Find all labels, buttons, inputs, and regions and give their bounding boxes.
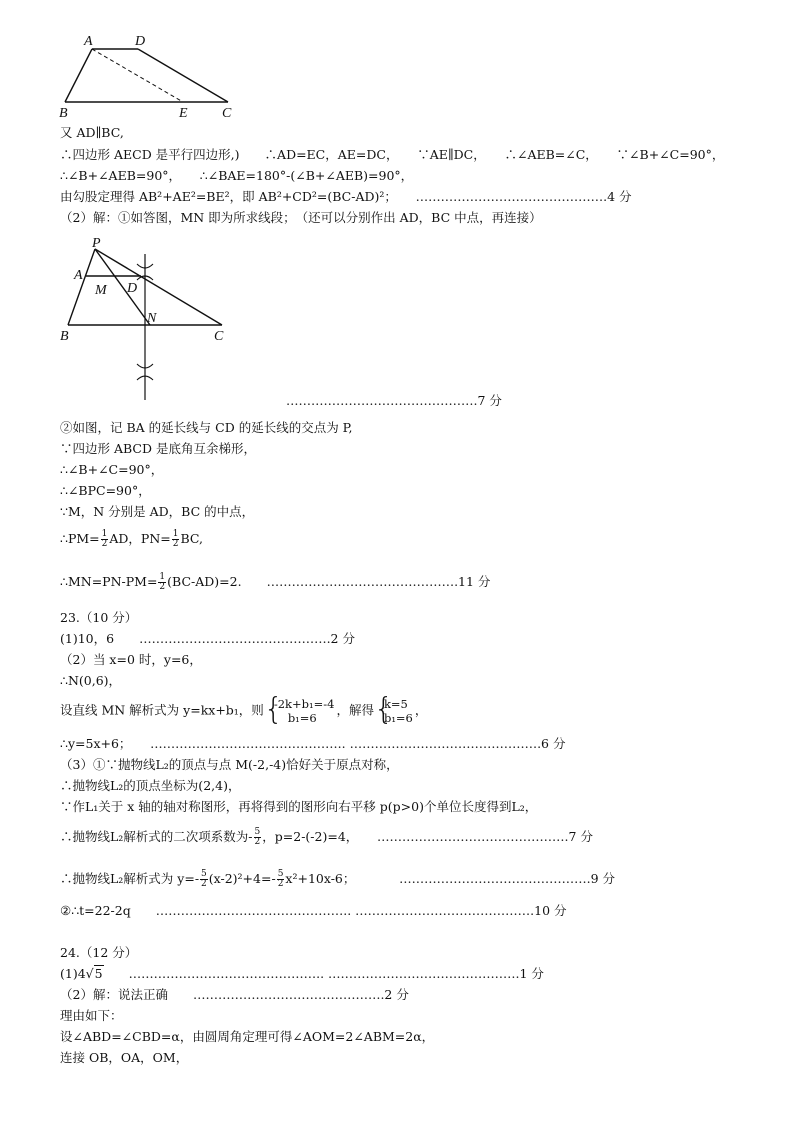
fraction-denominator: 2 xyxy=(172,539,179,549)
text-line xyxy=(60,828,593,847)
label-d: D xyxy=(127,281,138,296)
label-c: C xyxy=(214,329,224,344)
text-line: （2）解：说法正确 ……………………………………….2 分 xyxy=(60,987,409,1002)
label-b: B xyxy=(60,329,69,344)
system-row: b₁=6 xyxy=(287,711,317,725)
label-n: N xyxy=(147,311,157,326)
text-line: 又 AD∥BC, xyxy=(60,125,124,140)
text-segment: ∴MN=PN-PM= xyxy=(60,574,158,589)
text-line xyxy=(60,573,490,592)
text-line: （2）当 x=0 时，y=6， xyxy=(60,652,202,667)
fraction-numerator: 1 xyxy=(172,529,179,539)
fraction-half xyxy=(101,530,109,549)
text-line: (1)10，6 ……………………………………….2 分 xyxy=(60,631,355,646)
text-line: ∵M，N 分别是 AD，BC 的中点， xyxy=(60,504,255,519)
fraction-half xyxy=(158,573,166,592)
text-line xyxy=(60,966,544,982)
fraction-half xyxy=(172,530,180,549)
label-p: P xyxy=(92,236,101,251)
label-a: A xyxy=(84,34,93,49)
fraction-denominator: 2 xyxy=(201,879,207,889)
text-segment: (BC-AD)=2. ……………………………………….11 分 xyxy=(167,574,491,589)
text-line: ②如图，记 BA 的延长线与 CD 的延长线的交点为 P, xyxy=(60,420,353,435)
text-line xyxy=(60,697,427,725)
text-line: 理由如下： xyxy=(60,1008,123,1023)
system-row: b₁=6 xyxy=(383,711,413,725)
label-d: D xyxy=(135,34,146,49)
fraction-denominator: 2 xyxy=(159,582,166,592)
equation-system xyxy=(266,697,335,725)
system-row: { k=5 xyxy=(383,697,408,711)
text-segment: ，解得 xyxy=(336,702,374,718)
label-a: A xyxy=(74,268,83,283)
segment-dc xyxy=(138,49,228,102)
label-m: M xyxy=(95,283,107,298)
text-line xyxy=(60,870,615,889)
text-segment: BC, xyxy=(180,531,203,546)
text-line: ∴y=5x+6； ……………………………………….. ……………………………………….6 分 xyxy=(60,736,566,751)
segment-ae-dashed xyxy=(92,49,183,102)
segment-ab xyxy=(65,49,92,102)
equation-system xyxy=(376,697,413,725)
text-line: （3）①∵抛物线L₂的顶点与点 M(-2,-4)恰好关于原点对称， xyxy=(60,757,399,772)
fraction-numerator: 1 xyxy=(159,572,166,582)
question-header: 23.（10 分） xyxy=(60,610,138,625)
label-e: E xyxy=(179,106,188,121)
text-line: 由勾股定理得 AB²+AE²=BE²，即 AB²+CD²=(BC-AD)²； ……………………………………….4 分 xyxy=(60,189,632,204)
text-line: ∴抛物线L₂的顶点坐标为(2,4)， xyxy=(60,778,241,793)
label-b: B xyxy=(59,106,68,121)
question-header: 24.（12 分） xyxy=(60,945,138,960)
segment-bp xyxy=(68,249,95,325)
text-line: ∵四边形 ABCD 是底角互余梯形， xyxy=(60,441,256,456)
system-row: { -2k+b₁=-4 xyxy=(273,697,335,711)
fraction-denominator: 2 xyxy=(101,539,108,549)
text-segment: (1)4 xyxy=(60,966,86,981)
fraction-denominator: 2 xyxy=(277,879,284,889)
text-line: ∴N(0,6)， xyxy=(60,673,122,688)
text-line: （2）解：①如答图，MN 即为所求线段； （还可以分别作出 AD，BC 中点，再连接） xyxy=(60,210,542,225)
text-line: ②∴t=22-2q ……………………………………….. …………………………………….10 分 xyxy=(60,903,567,918)
score-line: ……………………………………….7 分 xyxy=(286,393,502,408)
fraction-five-halves xyxy=(200,870,208,889)
text-line: 设∠ABD=∠CBD=α，由圆周角定理可得∠AOM=2∠ABM=2α， xyxy=(60,1029,435,1044)
fraction-numerator: 5 xyxy=(277,869,284,879)
text-line: ∵作L₁关于 x 轴的轴对称图形，再将得到的图形向右平移 p(p>0)个单位长度得到L₂， xyxy=(60,799,538,814)
square-root: √5 xyxy=(85,966,103,981)
text-segment: 设直线 MN 解析式为 y=kx+b₁，则 xyxy=(60,702,264,718)
fraction-five-halves xyxy=(277,870,285,889)
text-segment: ∴抛物线L₂解析式为 y=- xyxy=(60,871,200,886)
text-segment: ， xyxy=(414,702,428,718)
text-line xyxy=(60,530,203,549)
text-line: ∴∠BPC=90°， xyxy=(60,483,151,498)
fraction-numerator: 1 xyxy=(101,529,108,539)
text-segment: ……………………………………….. ……………………………………….1 分 xyxy=(103,966,544,981)
fraction-numerator: 5 xyxy=(254,827,261,837)
text-line: ∴四边形 AECD 是平行四边形,) ∴AD=EC，AE=DC， ∵AE∥DC， ∴∠AEB=∠C， ∵∠B+∠C=90°， xyxy=(60,147,725,162)
radicand: 5 xyxy=(94,966,103,981)
text-segment: ，p=2-(-2)=4， ……………………………………….7 分 xyxy=(262,829,593,844)
label-c: C xyxy=(222,106,232,121)
text-line: ∴∠B+∠C=90°， xyxy=(60,462,164,477)
text-segment: AD，PN= xyxy=(109,531,171,546)
text-line: ∴∠B+∠AEB=90°， ∴∠BAE=180°-(∠B+∠AEB)=90°， xyxy=(60,168,414,183)
text-line: 连接 OB，OA，OM， xyxy=(60,1050,189,1065)
segment-pc xyxy=(95,249,222,325)
text-segment: ∴抛物线L₂解析式的二次项系数为- xyxy=(60,829,253,844)
figure-trapezoid-ae xyxy=(55,32,245,124)
fraction-denominator: 2 xyxy=(254,837,261,847)
text-segment: x²+10x-6； ……………………………………….9 分 xyxy=(285,871,616,886)
figure-construction-mn xyxy=(55,232,245,407)
text-segment: ∴PM= xyxy=(60,531,100,546)
fraction-numerator: 5 xyxy=(201,869,207,879)
text-segment: (x-2)²+4=- xyxy=(208,871,276,886)
fraction-five-halves xyxy=(254,828,262,847)
